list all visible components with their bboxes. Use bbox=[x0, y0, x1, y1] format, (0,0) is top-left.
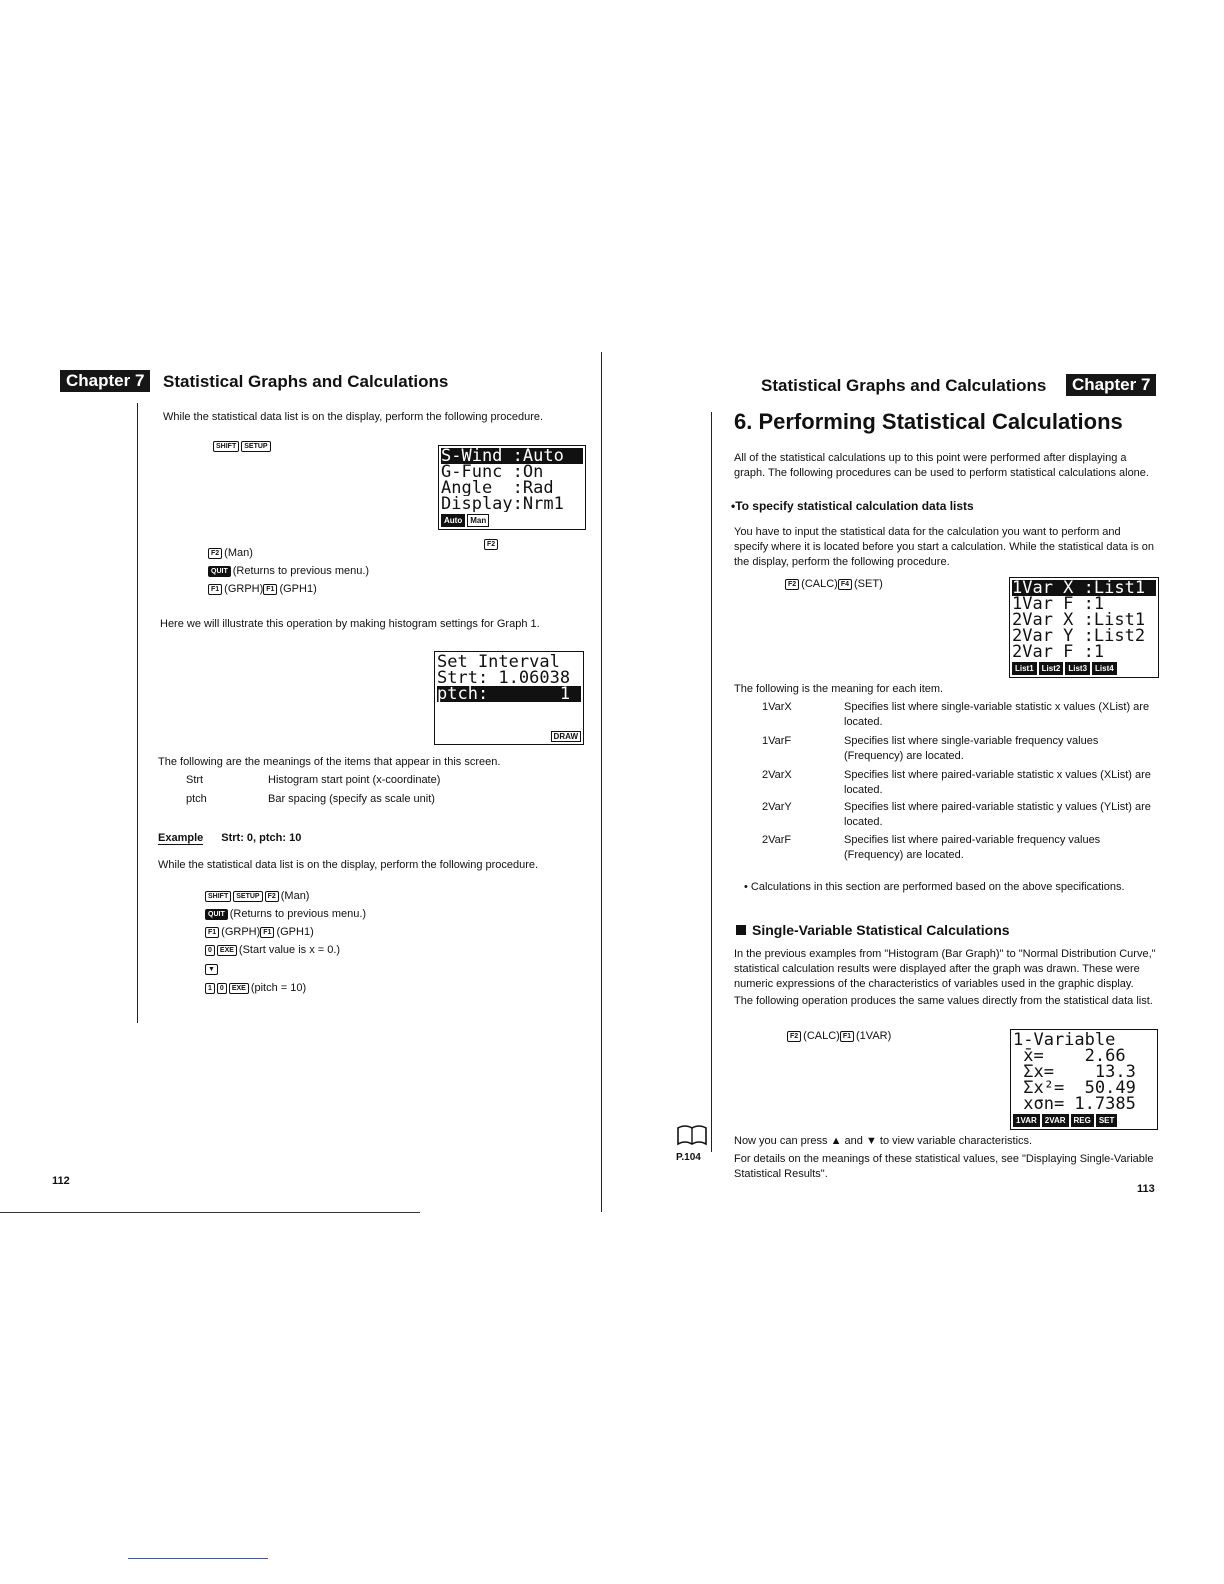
lcd-row: Σx= 13.3 bbox=[1013, 1064, 1136, 1080]
step-quit bbox=[208, 563, 369, 579]
setup-key: SETUP bbox=[233, 891, 262, 902]
one-var-step bbox=[787, 1028, 891, 1044]
example-intro: While the statistical data list is on the display, perform the following procedure. bbox=[158, 859, 539, 871]
left-bottom-rule bbox=[0, 1212, 420, 1213]
square-bullet-icon bbox=[736, 925, 746, 935]
lcd-function-bar bbox=[1013, 1112, 1155, 1127]
lcd-row: Angle :Rad bbox=[441, 480, 554, 496]
section-title: 6. Performing Statistical Calculations bbox=[734, 409, 1123, 434]
exe-key: EXE bbox=[217, 945, 237, 956]
lcd-fkey: List4 bbox=[1092, 662, 1117, 675]
illustrate-text: Here we will illustrate this operation by making histogram settings for Graph 1. bbox=[160, 618, 540, 630]
definition-item bbox=[762, 800, 1156, 830]
one-key: 1 bbox=[205, 983, 215, 994]
single-variable-heading bbox=[736, 922, 1010, 938]
step-man bbox=[208, 545, 253, 561]
lcd-fkey: List3 bbox=[1065, 662, 1090, 675]
lcd-fkey: 2VAR bbox=[1042, 1114, 1069, 1127]
page-number-right: 113 bbox=[1137, 1183, 1155, 1195]
bullet-note: • Calculations in this section are performed based on the above specifications. bbox=[744, 881, 1125, 893]
left-page-header: Statistical Graphs and Calculations bbox=[163, 372, 449, 391]
step-text: (Returns to previous menu.) bbox=[229, 908, 367, 920]
step-text: (SET) bbox=[854, 578, 883, 590]
setup-keys bbox=[213, 438, 273, 454]
now-text: Now you can press ▲ and ▼ to view variable characteristics. bbox=[734, 1135, 1033, 1147]
lcd-row: G-Func :On bbox=[441, 464, 544, 480]
step-text: (CALC) bbox=[803, 1030, 840, 1042]
definition-desc: Specifies list where paired-variable statistic y values (YList) are located. bbox=[844, 801, 1151, 828]
example-text: Strt: 0, ptch: 10 bbox=[221, 832, 302, 844]
example-step bbox=[205, 924, 314, 940]
step-text: (Man) bbox=[280, 890, 310, 902]
zero-key: 0 bbox=[205, 945, 215, 956]
lcd-screen-interval bbox=[434, 651, 584, 745]
calc-set-step bbox=[785, 576, 883, 592]
lcd-fkey: 1VAR bbox=[1013, 1114, 1040, 1127]
example-step bbox=[205, 906, 366, 922]
single-para-1: In the previous examples from "Histogram (Bar Graph)" to "Normal Distribution Curve," statistical calculation results were displayed after the graph was drawn. These were numeric expressions of the characteristics of variables used in the graphic display. bbox=[734, 948, 1156, 990]
step-graph bbox=[208, 581, 317, 597]
page-spine bbox=[601, 352, 602, 1212]
lcd-fkey: Man bbox=[467, 514, 489, 527]
f1-key: F1 bbox=[205, 927, 219, 938]
lcd-row: x̄= 2.66 bbox=[1013, 1048, 1126, 1064]
right-margin-rule bbox=[711, 412, 712, 1152]
bottom-link-line bbox=[128, 1558, 268, 1559]
lcd-fkey: List1 bbox=[1012, 662, 1037, 675]
shift-key: SHIFT bbox=[213, 441, 239, 452]
step-text: (pitch = 10) bbox=[250, 982, 307, 994]
lcd-row: 2Var Y :List2 bbox=[1012, 628, 1146, 644]
chapter-badge-right: Chapter 7 bbox=[1066, 374, 1156, 396]
f4-key: F4 bbox=[838, 579, 852, 590]
lcd-fkey: SET bbox=[1096, 1114, 1118, 1127]
step-text: (Start value is x = 0.) bbox=[238, 944, 341, 956]
example-heading bbox=[158, 832, 301, 845]
step-text: (Man) bbox=[224, 547, 253, 559]
example-step bbox=[205, 961, 220, 977]
down-arrow-key: ▼ bbox=[205, 964, 218, 975]
step-text: (1VAR) bbox=[856, 1030, 892, 1042]
lcd-row: Set Interval bbox=[437, 654, 560, 670]
left-intro-text: While the statistical data list is on the display, perform the following procedure. bbox=[163, 411, 544, 423]
single-para-2: The following operation produces the same values directly from the statistical data list. bbox=[734, 995, 1153, 1007]
details-text: For details on the meanings of these statistical values, see "Displaying Single-Variable Statistical Results". bbox=[734, 1153, 1154, 1180]
definition-term: 2VarY bbox=[762, 801, 792, 813]
item-term: ptch bbox=[186, 793, 207, 805]
definition-term: 2VarX bbox=[762, 769, 792, 781]
lcd-row: Strt: 1.06038 bbox=[437, 670, 571, 686]
definition-item bbox=[762, 734, 1156, 764]
quit-key: QUIT bbox=[205, 909, 228, 920]
example-step bbox=[205, 942, 340, 958]
step-text: (GPH1) bbox=[276, 926, 314, 938]
lcd-function-bar bbox=[1012, 660, 1156, 675]
page-reference: P.104 bbox=[676, 1152, 701, 1163]
item-definition bbox=[186, 792, 435, 807]
definition-item bbox=[762, 768, 1156, 798]
lcd-screen-listset bbox=[1009, 577, 1159, 678]
quit-key: QUIT bbox=[208, 566, 231, 577]
item-definition bbox=[186, 773, 440, 788]
step-text: (Returns to previous menu.) bbox=[232, 565, 370, 577]
f2-key: F2 bbox=[785, 579, 799, 590]
left-margin-rule bbox=[137, 403, 138, 1023]
zero-key: 0 bbox=[217, 983, 227, 994]
f2-key: F2 bbox=[265, 891, 279, 902]
single-variable-title: Single-Variable Statistical Calculations bbox=[752, 922, 1010, 938]
definition-term: 1VarX bbox=[762, 701, 792, 713]
lcd-fkey: List2 bbox=[1039, 662, 1064, 675]
shift-key: SHIFT bbox=[205, 891, 231, 902]
lcd-row: 1Var F :1 bbox=[1012, 596, 1105, 612]
f1-key: F1 bbox=[840, 1031, 854, 1042]
section-intro: All of the statistical calculations up to this point were performed after displaying a graph. The following procedures can be used to perform statistical calculations alone. bbox=[734, 452, 1149, 479]
definition-desc: Specifies list where paired-variable frequency values (Frequency) are located. bbox=[844, 834, 1101, 861]
definition-item bbox=[762, 833, 1156, 863]
example-step bbox=[205, 888, 309, 904]
item-term: Strt bbox=[186, 774, 204, 786]
f2-key: F2 bbox=[787, 1031, 801, 1042]
lcd-screen-one-variable bbox=[1010, 1029, 1158, 1130]
step-text: (CALC) bbox=[801, 578, 838, 590]
definition-term: 1VarF bbox=[762, 735, 792, 747]
f1-key: F1 bbox=[260, 927, 274, 938]
book-reference-icon bbox=[676, 1124, 708, 1151]
definition-desc: Specifies list where paired-variable statistic x values (XList) are located. bbox=[844, 769, 1151, 796]
lcd-screen-setup bbox=[438, 445, 586, 530]
f2-key: F2 bbox=[484, 539, 498, 550]
setup-key: SETUP bbox=[241, 441, 270, 452]
example-step bbox=[205, 980, 306, 996]
f1-key: F1 bbox=[263, 584, 277, 595]
lcd-row: Display:Nrm1 bbox=[441, 496, 564, 512]
subsection-text: You have to input the statistical data for the calculation you want to perform and specify where it is located before you start a calculation. While the statistical data is on the display, perform the following procedure. bbox=[734, 526, 1155, 568]
exe-key: EXE bbox=[229, 983, 249, 994]
f2-indicator bbox=[484, 536, 500, 552]
lcd-row: 2Var X :List1 bbox=[1012, 612, 1146, 628]
item-desc: Bar spacing (specify as scale unit) bbox=[268, 793, 435, 805]
lcd-fkey: Auto bbox=[441, 514, 465, 527]
right-page-header: Statistical Graphs and Calculations bbox=[761, 376, 1047, 395]
lcd-row: 1-Variable bbox=[1013, 1032, 1116, 1048]
f1-key: F1 bbox=[208, 584, 222, 595]
f2-key: F2 bbox=[208, 548, 222, 559]
subsection-title: •To specify statistical calculation data lists bbox=[731, 499, 974, 513]
lcd-row: Σx²= 50.49 bbox=[1013, 1080, 1136, 1096]
definition-term: 2VarF bbox=[762, 834, 792, 846]
lcd-row: 1Var X :List1 bbox=[1012, 580, 1156, 596]
example-label: Example bbox=[158, 832, 204, 844]
definition-desc: Specifies list where single-variable statistic x values (XList) are located. bbox=[844, 701, 1150, 728]
step-text: (GRPH) bbox=[221, 926, 261, 938]
lcd-function-bar bbox=[441, 512, 583, 527]
meanings-intro: The following are the meanings of the items that appear in this screen. bbox=[158, 756, 501, 768]
chapter-badge-left: Chapter 7 bbox=[60, 370, 150, 392]
step-text: (GPH1) bbox=[279, 583, 317, 595]
draw-fkey: DRAW bbox=[551, 731, 581, 742]
lcd-row: xσn= 1.7385 bbox=[1013, 1096, 1136, 1112]
lcd-row: ptch: 1 bbox=[437, 686, 581, 702]
lcd-row: 2Var F :1 bbox=[1012, 644, 1105, 660]
step-text: (GRPH) bbox=[224, 583, 264, 595]
lcd-fkey: REG bbox=[1071, 1114, 1094, 1127]
meaning-intro: The following is the meaning for each item. bbox=[734, 683, 944, 695]
definition-item bbox=[762, 700, 1156, 730]
lcd-row: S-Wind :Auto bbox=[441, 448, 583, 464]
definition-desc: Specifies list where single-variable frequency values (Frequency) are located. bbox=[844, 735, 1099, 762]
item-desc: Histogram start point (x-coordinate) bbox=[268, 774, 441, 786]
page-number-left: 112 bbox=[52, 1175, 70, 1187]
lcd-function-bar bbox=[551, 726, 581, 742]
